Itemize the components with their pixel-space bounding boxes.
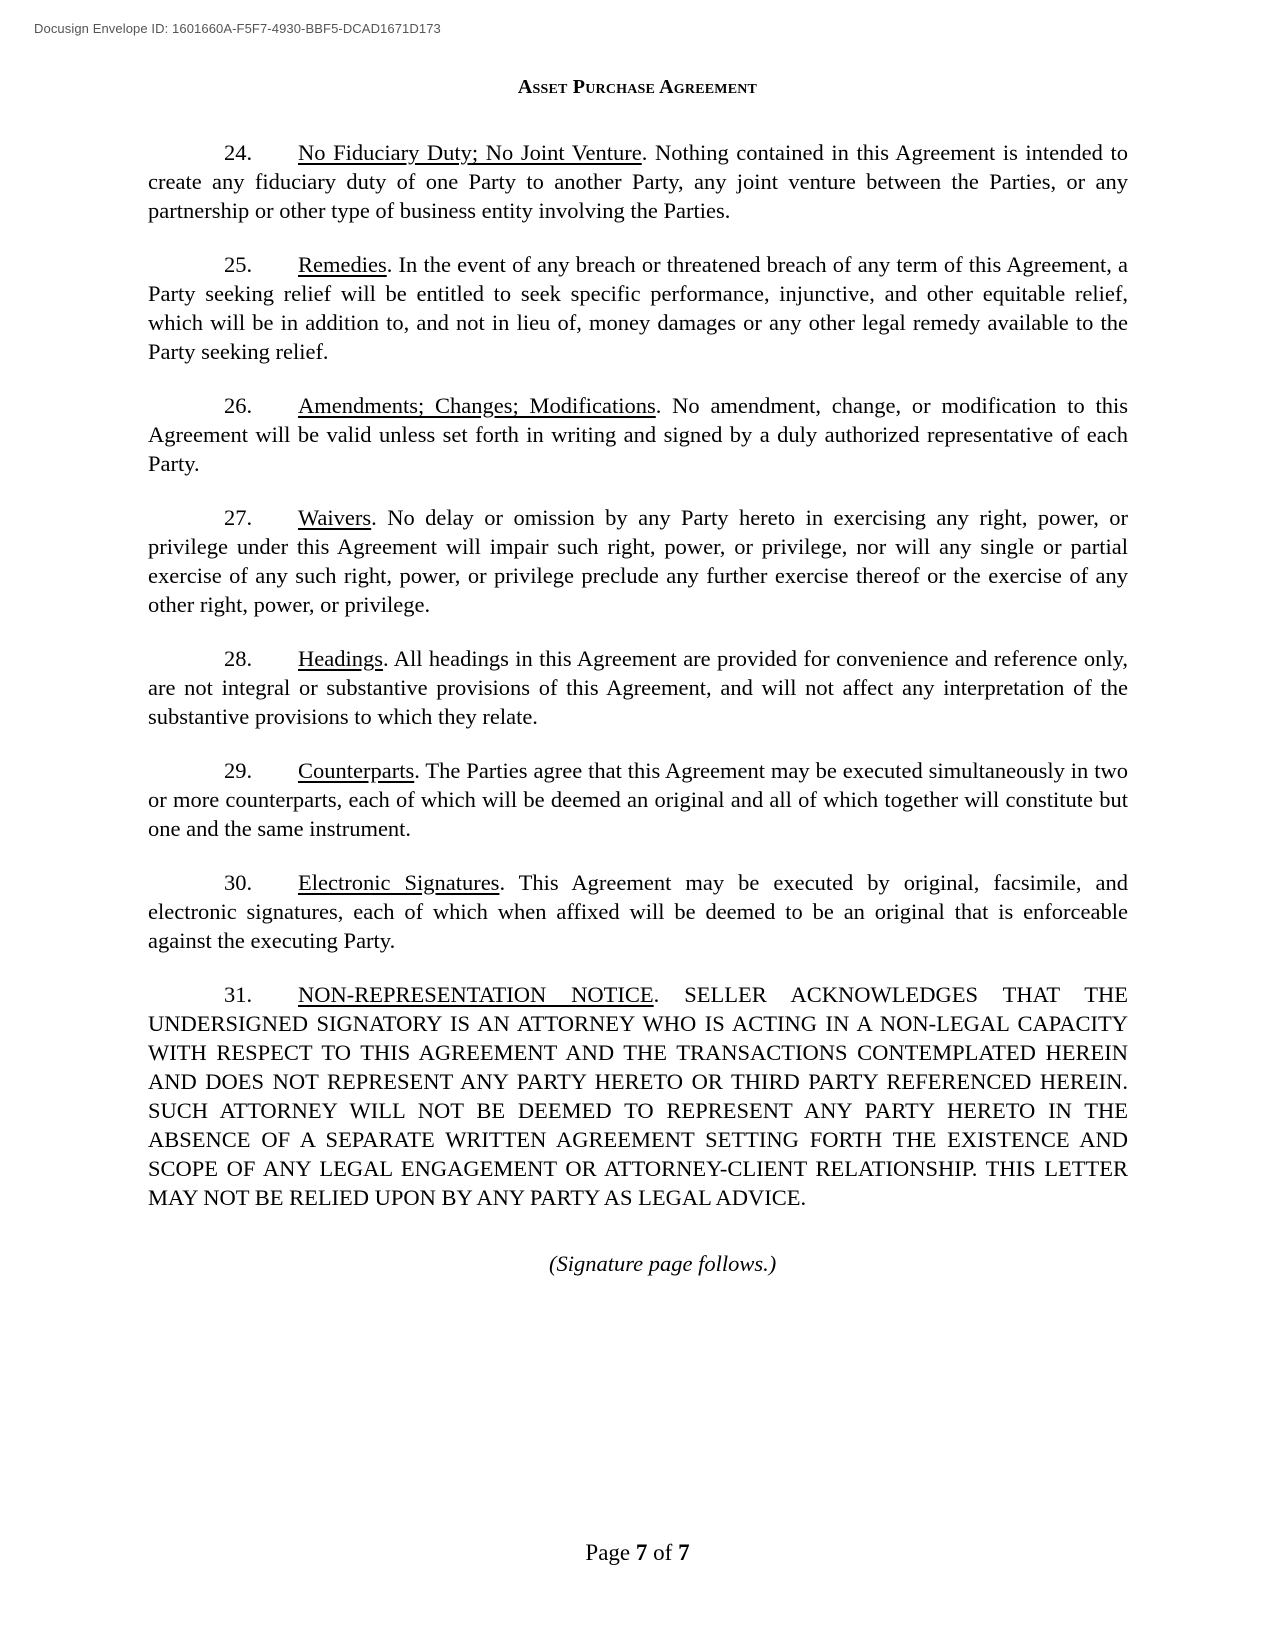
clause-26 [148, 391, 1128, 478]
clause-body: . No delay or omission by any Party hereto in exercising any right, power, or privilege under this Agreement will impair such right, power, or privilege, nor will any single or partial exercise of any such right, power, or privilege preclude any further exercise thereof or the exercise of any other right, power, or privilege. [148, 505, 1128, 617]
clause-number: 28. [224, 646, 253, 671]
clause-heading: NON-REPRESENTATION NOTICE [298, 982, 654, 1007]
clause-30 [148, 868, 1128, 955]
clause-27 [148, 503, 1128, 619]
clause-heading: Counterparts [298, 758, 415, 783]
clause-list [148, 138, 1128, 1237]
total-pages: 7 [678, 1540, 690, 1565]
docusign-envelope-id: Docusign Envelope ID: 1601660A-F5F7-4930-BBF5-DCAD1671D173 [34, 21, 441, 36]
signature-page-note: (Signature page follows.) [549, 1251, 777, 1276]
clause-25 [148, 250, 1128, 366]
current-page: 7 [635, 1540, 648, 1565]
clause-number: 31. [224, 982, 253, 1007]
clause-heading: Headings [298, 646, 383, 671]
clause-number: 30. [224, 870, 253, 895]
clause-heading: No Fiduciary Duty; No Joint Venture [298, 140, 642, 165]
clause-body: . Nothing contained in this Agreement is intended to create any fiduciary duty of one Party to another Party, any joint venture between the Parties, or any partnership or other type of business entity involving the Parties. [148, 140, 1128, 223]
clause-31 [148, 980, 1128, 1212]
clause-number: 24. [224, 140, 253, 165]
clause-heading: Waivers [298, 505, 372, 530]
clause-body: . No amendment, change, or modification to this Agreement will be valid unless set forth in writing and signed by a duly authorized representative of each Party. [148, 393, 1128, 476]
clause-body: . SELLER ACKNOWLEDGES THAT THE UNDERSIGNED SIGNATORY IS AN ATTORNEY WHO IS ACTING IN A NON-LEGAL CAPACITY WITH RESPECT TO THIS AGREEMENT AND THE TRANSACTIONS CONTEMPLATED HEREIN AND DOES NOT REPRESENT ANY PARTY HERETO OR THIRD PARTY REFERENCED HEREIN. SUCH ATTORNEY WILL NOT BE DEEMED TO REPRESENT ANY PARTY HERETO IN THE ABSENCE OF A SEPARATE WRITTEN AGREEMENT SETTING FORTH THE EXISTENCE AND SCOPE OF ANY LEGAL ENGAGEMENT OR ATTORNEY-CLIENT RELATIONSHIP. THIS LETTER MAY NOT BE RELIED UPON BY ANY PARTY AS LEGAL ADVICE. [148, 982, 1128, 1210]
clause-29 [148, 756, 1128, 843]
clause-body: . The Parties agree that this Agreement may be executed simultaneously in two or more counterparts, each of which will be deemed an original and all of which together will constitute but one and the same instrument. [148, 758, 1128, 841]
page-label: Page [585, 1540, 631, 1565]
clause-body: . This Agreement may be executed by original, facsimile, and electronic signatures, each of which when affixed will be deemed to be an original that is enforceable against the executing Party. [148, 870, 1128, 953]
clause-number: 27. [224, 505, 253, 530]
clause-heading: Remedies [298, 252, 387, 277]
document-title: Asset Purchase Agreement [517, 76, 758, 98]
clause-body: . In the event of any breach or threatened breach of any term of this Agreement, a Party seeking relief will be entitled to seek specific performance, injunctive, and other equitable relief, which will be in addition to, and not in lieu of, money damages or any other legal remedy available to the Party seeking relief. [148, 252, 1128, 364]
clause-heading: Electronic Signatures [298, 870, 500, 895]
clause-number: 25. [224, 252, 253, 277]
clause-number: 29. [224, 758, 253, 783]
clause-28 [148, 644, 1128, 731]
page-number [0, 1540, 1275, 1566]
clause-heading: Amendments; Changes; Modifications [298, 393, 656, 418]
clause-body: . All headings in this Agreement are provided for convenience and reference only, are not integral or substantive provisions of this Agreement, and will not affect any interpretation of the substantive provisions to which they relate. [148, 646, 1128, 729]
clause-number: 26. [224, 393, 253, 418]
clause-24 [148, 138, 1128, 225]
of-label: of [653, 1540, 673, 1565]
